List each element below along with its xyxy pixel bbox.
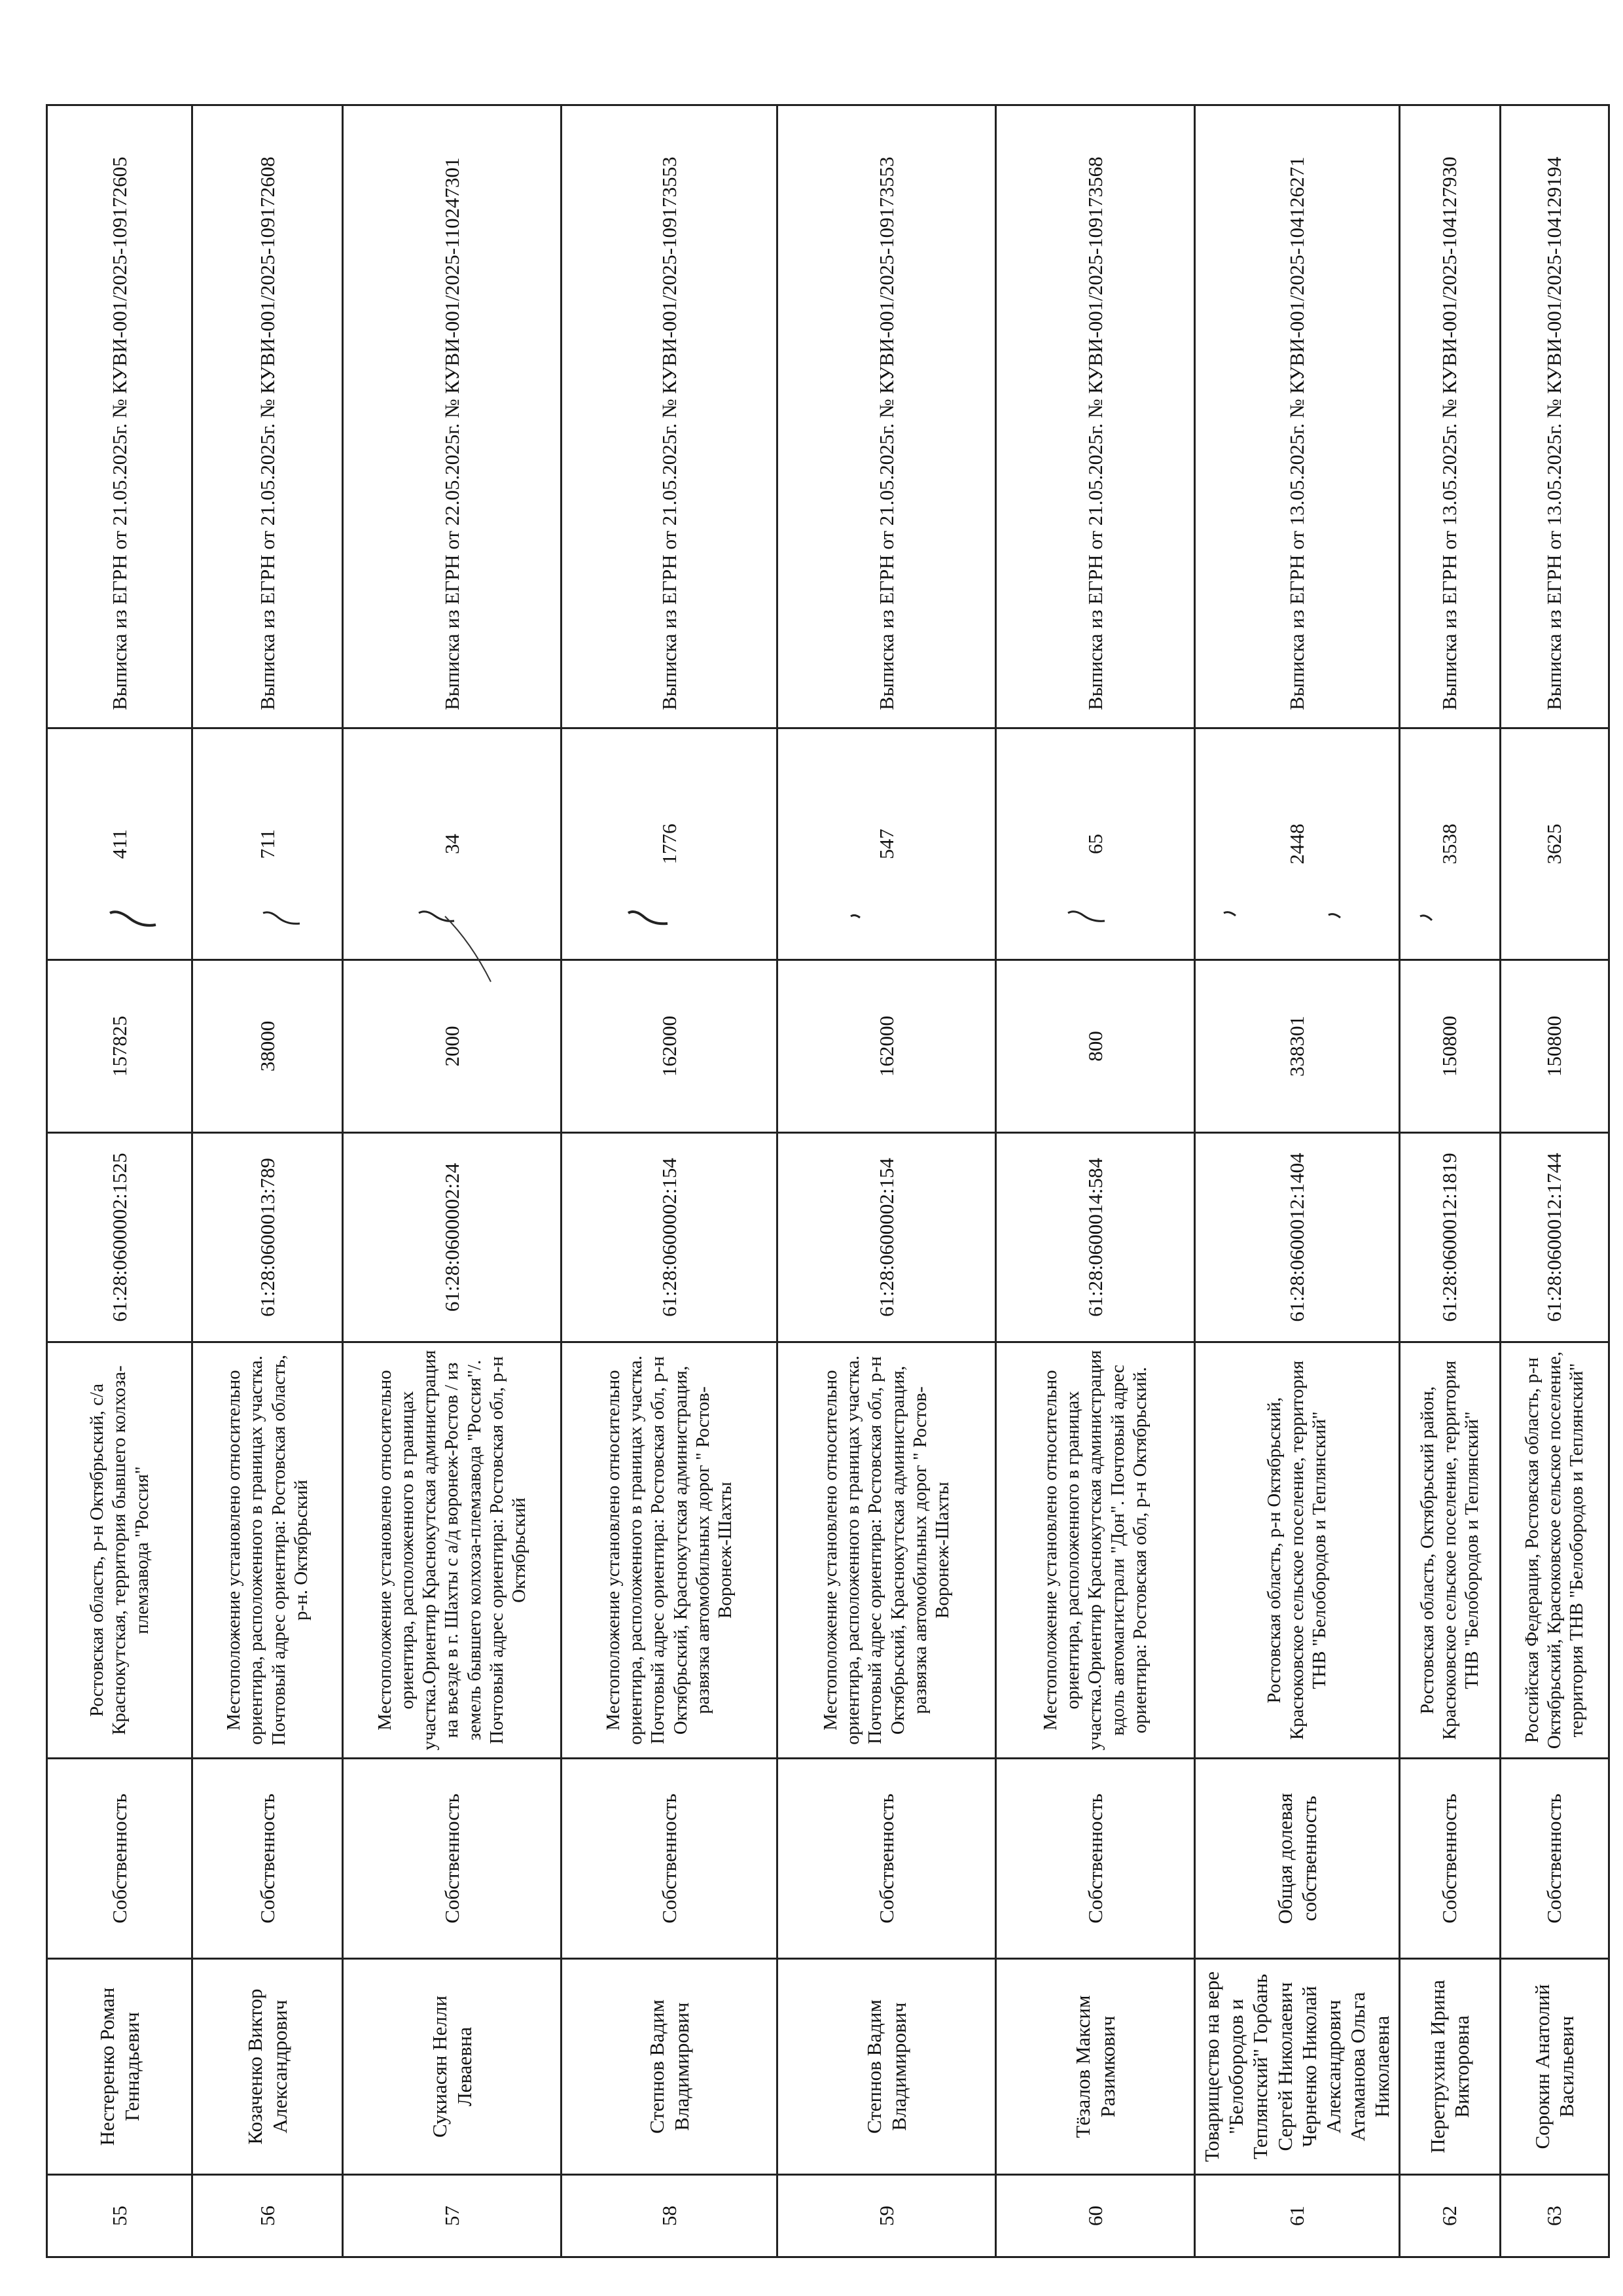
cadastral-number-cell: 61:28:0600013:789	[192, 1133, 343, 1342]
table-row	[562, 105, 777, 2257]
share-cell: 34	[343, 728, 562, 960]
address-cell: Местоположение установлено относительно ориентира, расположенного в границах участка. Почтовый адрес ориентира: Ростовская область, р-н. Октябрьский	[192, 1342, 343, 1759]
row-number: 57	[343, 2175, 562, 2257]
share-cell: 3538	[1399, 728, 1500, 960]
share-cell: 711	[192, 728, 343, 960]
row-number: 56	[192, 2175, 343, 2257]
area-cell: 157825	[47, 960, 192, 1133]
table-row	[1500, 105, 1609, 2257]
share-cell: 547	[777, 728, 996, 960]
address-cell: Местоположение установлено относительно ориентира, расположенного в границах участка. Почтовый адрес ориентира: Ростовская обл, р-н Октябрьский, Краснокутская администрация, развязка автомобильных дорог " Ростов-Воронеж-Шахты	[777, 1342, 996, 1759]
row-number: 63	[1500, 2175, 1609, 2257]
cadastral-number-cell: 61:28:0600012:1744	[1500, 1133, 1609, 1342]
address-cell: Местоположение установлено относительно ориентира, расположенного в границах участка.Ориентир Краснокутская администрация вдоль автомагистрали "Дон". Почтовый адрес ориентира: Ростовская обл, р-н Октябрьский.	[996, 1342, 1195, 1759]
egrn-extract-cell: Выписка из ЕГРН от 13.05.2025г. № КУВИ-001/2025-104126271	[1195, 105, 1400, 728]
address-cell: Местоположение установлено относительно ориентира, расположенного в границах участка. Почтовый адрес ориентира: Ростовская обл, р-н Октябрьский, Краснокутская администрация, развязка автомобильных дорог " Ростов-Воронеж-Шахты	[562, 1342, 777, 1759]
address-cell: Ростовская область, р-н Октябрьский, с/а Краснокутская, территория бывшего колхоза-племзавода "Россия"	[47, 1342, 192, 1759]
area-cell: 800	[996, 960, 1195, 1133]
address-cell: Ростовская область, Октябрьский район, Красюковское сельское поселение, территория ТНВ "Белобородов и Теплянский"	[1399, 1342, 1500, 1759]
row-number: 61	[1195, 2175, 1400, 2257]
cadastral-number-cell: 61:28:0600012:1404	[1195, 1133, 1400, 1342]
share-cell: 65	[996, 728, 1195, 960]
owner-cell: Перетрухина Ирина Викторовна	[1399, 1959, 1500, 2175]
table-row	[47, 105, 192, 2257]
table-row	[192, 105, 343, 2257]
right-type-cell: Собственность	[777, 1759, 996, 1959]
area-cell: 2000	[343, 960, 562, 1133]
egrn-extract-cell: Выписка из ЕГРН от 21.05.2025г. № КУВИ-001/2025-109173553	[777, 105, 996, 728]
egrn-extract-cell: Выписка из ЕГРН от 21.05.2025г. № КУВИ-001/2025-109173553	[562, 105, 777, 728]
address-cell: Местоположение установлено относительно ориентира, расположенного в границах участка.Ориентир Краснокутская администрация на въезде в г. Шахты с а/д воронеж-Ростов / из земель бывшего колхоза-племзавода "Россия"/. Почтовый адрес ориентира: Ростовская обл, р-н Октябрьский	[343, 1342, 562, 1759]
share-cell: 1776	[562, 728, 777, 960]
cadastral-number-cell: 61:28:0600014:584	[996, 1133, 1195, 1342]
table-row	[996, 105, 1195, 2257]
land-parcels-table	[46, 104, 1610, 2258]
area-cell: 150800	[1500, 960, 1609, 1133]
right-type-cell: Собственность	[343, 1759, 562, 1959]
row-number: 62	[1399, 2175, 1500, 2257]
cadastral-number-cell: 61:28:0600002:1525	[47, 1133, 192, 1342]
rotated-table-container	[46, 106, 1588, 2258]
owner-cell: Товарищество на вере "Белобородов и Теплянский" Горбань Сергей Николаевич Черненко Николай Александрович Атаманова Ольга Николаевна	[1195, 1959, 1400, 2175]
egrn-extract-cell: Выписка из ЕГРН от 21.05.2025г. № КУВИ-001/2025-109172605	[47, 105, 192, 728]
owner-cell: Тёзалов Максим Разимкович	[996, 1959, 1195, 2175]
egrn-extract-cell: Выписка из ЕГРН от 13.05.2025г. № КУВИ-001/2025-104127930	[1399, 105, 1500, 728]
address-cell: Российская Федерация, Ростовская область, р-н Октябрьский, Красюковское сельское поселение, территория ТНВ "Белобородов и Теплянский"	[1500, 1342, 1609, 1759]
row-number: 58	[562, 2175, 777, 2257]
cadastral-number-cell: 61:28:0600012:1819	[1399, 1133, 1500, 1342]
right-type-cell: Собственность	[562, 1759, 777, 1959]
right-type-cell: Собственность	[1500, 1759, 1609, 1959]
area-cell: 150800	[1399, 960, 1500, 1133]
egrn-extract-cell: Выписка из ЕГРН от 21.05.2025г. № КУВИ-001/2025-109173568	[996, 105, 1195, 728]
table-row	[1399, 105, 1500, 2257]
area-cell: 38000	[192, 960, 343, 1133]
share-cell: 3625	[1500, 728, 1609, 960]
right-type-cell: Собственность	[47, 1759, 192, 1959]
egrn-extract-cell: Выписка из ЕГРН от 13.05.2025г. № КУВИ-001/2025-104129194	[1500, 105, 1609, 728]
cadastral-number-cell: 61:28:0600002:24	[343, 1133, 562, 1342]
table-body	[47, 105, 1609, 2257]
area-cell: 162000	[777, 960, 996, 1133]
area-cell: 162000	[562, 960, 777, 1133]
area-cell: 338301	[1195, 960, 1400, 1133]
egrn-extract-cell: Выписка из ЕГРН от 22.05.2025г. № КУВИ-001/2025-110247301	[343, 105, 562, 728]
row-number: 59	[777, 2175, 996, 2257]
owner-cell: Степнов Вадим Владимирович	[777, 1959, 996, 2175]
owner-cell: Сорокин Анатолий Васильевич	[1500, 1959, 1609, 2175]
egrn-extract-cell: Выписка из ЕГРН от 21.05.2025г. № КУВИ-001/2025-109172608	[192, 105, 343, 728]
row-number: 60	[996, 2175, 1195, 2257]
address-cell: Ростовская область, р-н Октябрьский, Красюковское сельское поселение, территория ТНВ "Белобородов и Теплянский"	[1195, 1342, 1400, 1759]
owner-cell: Козаченко Виктор Александрович	[192, 1959, 343, 2175]
owner-cell: Нестеренко Роман Геннадьевич	[47, 1959, 192, 2175]
table-row	[1195, 105, 1400, 2257]
owner-cell: Степнов Вадим Владимирович	[562, 1959, 777, 2175]
share-cell: 411	[47, 728, 192, 960]
table-row	[343, 105, 562, 2257]
right-type-cell: Собственность	[1399, 1759, 1500, 1959]
cadastral-number-cell: 61:28:0600002:154	[777, 1133, 996, 1342]
share-cell: 2448	[1195, 728, 1400, 960]
right-type-cell: Общая долевая собственность	[1195, 1759, 1400, 1959]
right-type-cell: Собственность	[996, 1759, 1195, 1959]
right-type-cell: Собственность	[192, 1759, 343, 1959]
owner-cell: Сукиасян Нелли Леваевна	[343, 1959, 562, 2175]
row-number: 55	[47, 2175, 192, 2257]
cadastral-number-cell: 61:28:0600002:154	[562, 1133, 777, 1342]
table-row	[777, 105, 996, 2257]
